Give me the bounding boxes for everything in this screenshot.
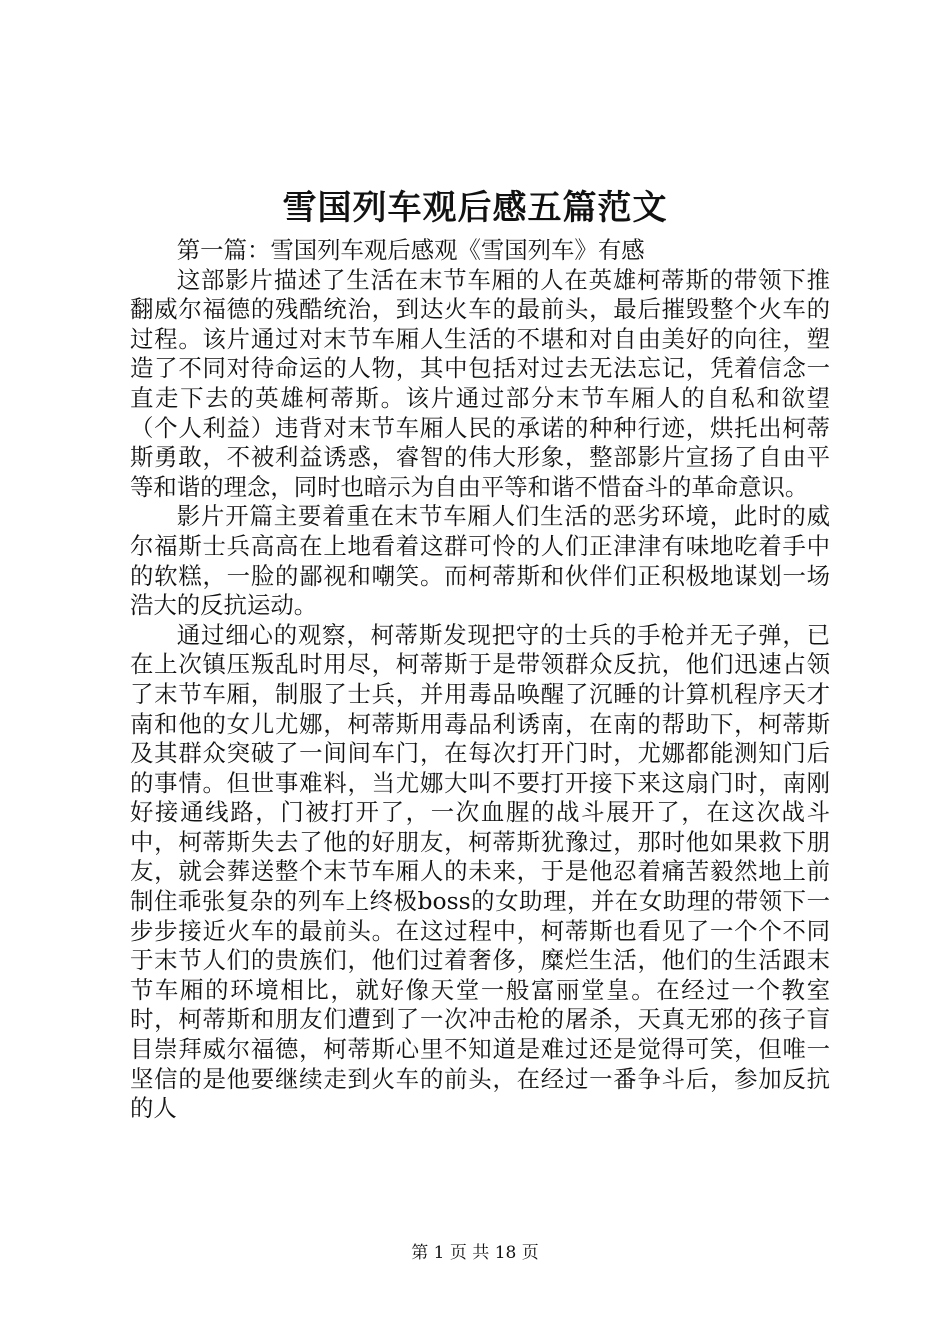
document-title: 雪国列车观后感五篇范文 <box>282 188 668 228</box>
document-body <box>130 236 830 1124</box>
paragraph: 影片开篇主要着重在末节车厢人们生活的恶劣环境，此时的威尔福斯士兵高高在上地看着这群可怜的人们正津津有味地吃着手中的软糕，一脸的鄙视和嘲笑。而柯蒂斯和伙伴们正积极地谋划一场浩大的反抗运动。 <box>130 502 830 620</box>
page-number-footer: 第 1 页 共 18 页 <box>411 1243 539 1263</box>
paragraph: 这部影片描述了生活在末节车厢的人在英雄柯蒂斯的带领下推翻威尔福德的残酷统治，到达火车的最前头，最后摧毁整个火车的过程。该片通过对末节车厢人生活的不堪和对自由美好的向往，塑造了不同对待命运的人物，其中包括对过去无法忘记，凭着信念一直走下去的英雄柯蒂斯。该片通过部分末节车厢人的自私和欲望（个人利益）违背对末节车厢人民的承诺的种种行迹，烘托出柯蒂斯勇敢，不被利益诱惑，睿智的伟大形象，整部影片宣扬了自由平等和谐的理念，同时也暗示为自由平等和谐不惜奋斗的革命意识。 <box>130 265 830 501</box>
section-heading: 第一篇：雪国列车观后感观《雪国列车》有感 <box>176 236 645 264</box>
paragraph: 通过细心的观察，柯蒂斯发现把守的士兵的手枪并无子弹，已在上次镇压叛乱时用尽，柯蒂斯于是带领群众反抗，他们迅速占领了末节车厢，制服了士兵，并用毒品唤醒了沉睡的计算机程序天才南和他的女儿尤娜，柯蒂斯用毒品利诱南，在南的帮助下，柯蒂斯及其群众突破了一间间车门，在每次打开门时，尤娜都能测知门后的事情。但世事难料，当尤娜大叫不要打开接下来这扇门时，南刚好接通线路，门被打开了，一次血腥的战斗展开了，在这次战斗中，柯蒂斯失去了他的好朋友，柯蒂斯犹豫过，那时他如果救下朋友，就会葬送整个末节车厢人的未来，于是他忍着痛苦毅然地上前制住乖张复杂的列车上终极boss的女助理，并在女助理的带领下一步步接近火车的最前头。在这过程中，柯蒂斯也看见了一个个不同于末节人们的贵族们，他们过着奢侈，糜烂生活，他们的生活跟末节车厢的环境相比，就好像天堂一般富丽堂皇。在经过一个教室时，柯蒂斯和朋友们遭到了一次冲击枪的屠杀，天真无邪的孩子盲目崇拜威尔福德，柯蒂斯心里不知道是难过还是觉得可笑，但唯一坚信的是他要继续走到火车的前头，在经过一番争斗后，参加反抗的人 <box>130 620 830 1123</box>
